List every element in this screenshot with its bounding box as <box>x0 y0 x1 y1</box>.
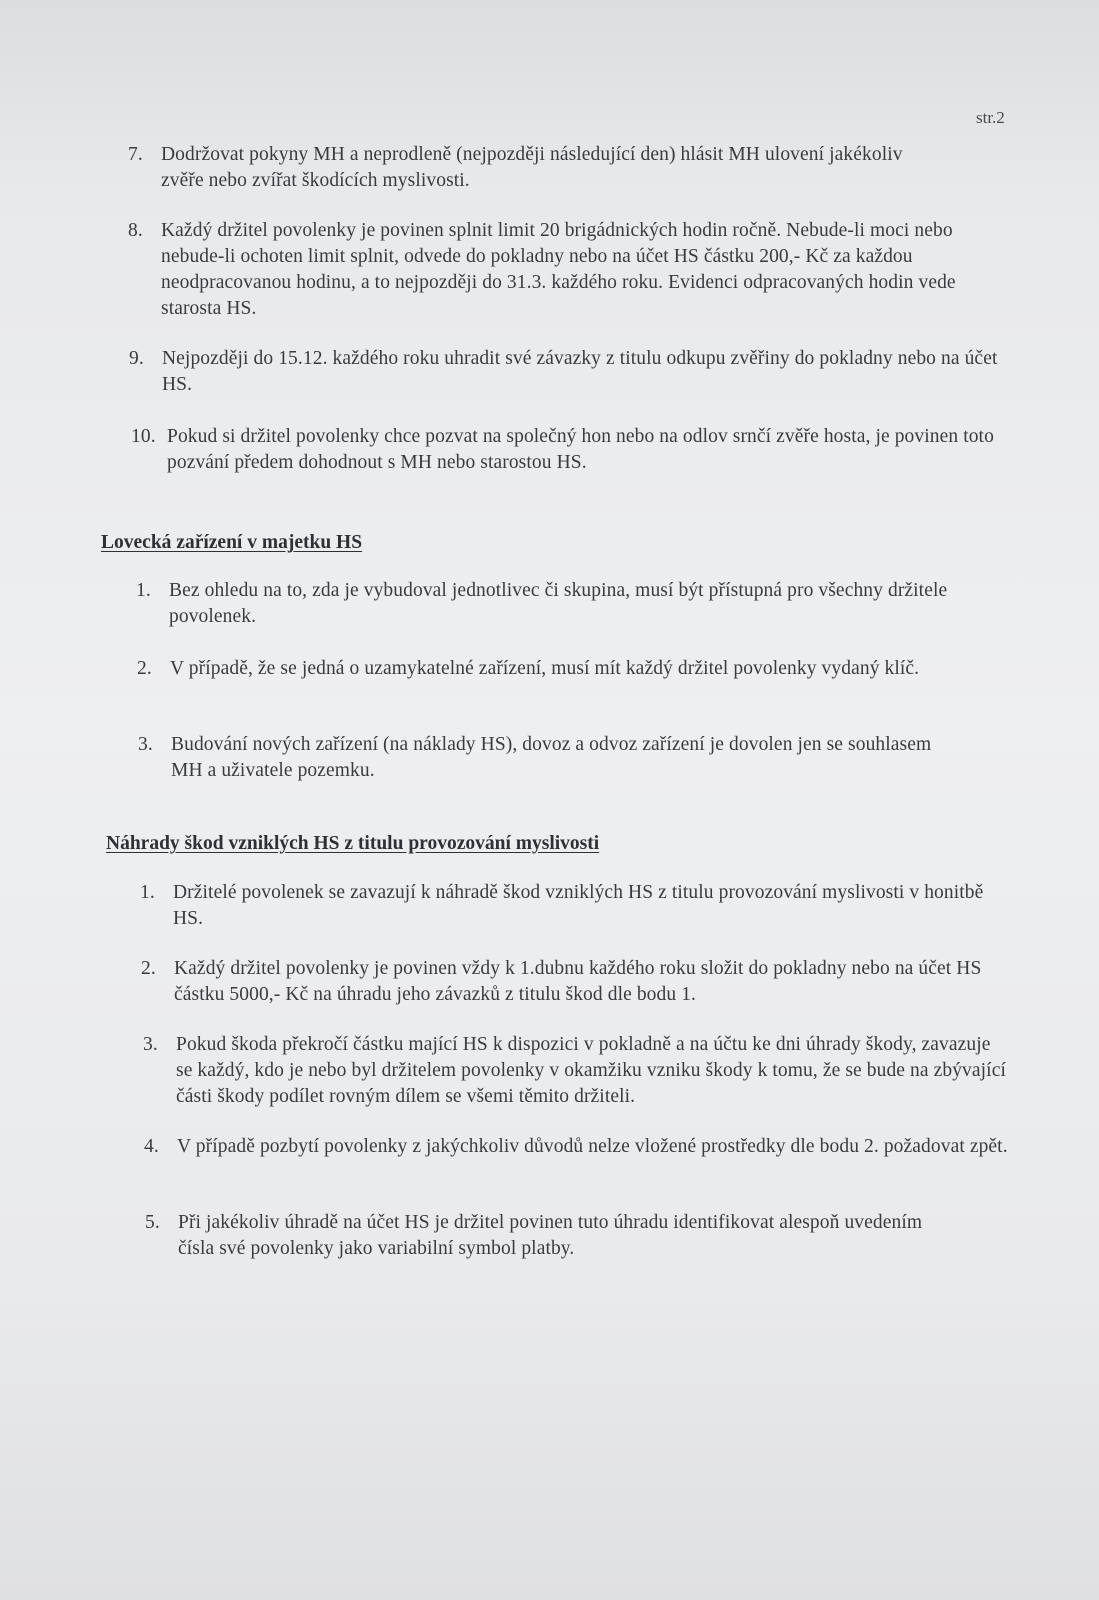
item-text: Při jakékoliv úhradě na účet HS je držitel povinen tuto úhradu identifikovat alespoň uvedením čísla své povolenky jako variabilní symbol platby. <box>178 1212 923 1259</box>
list-item <box>141 956 1003 1008</box>
list-item <box>144 1134 1010 1160</box>
list-item <box>140 880 1010 932</box>
list-item <box>145 1210 935 1262</box>
item-number: 8. <box>128 220 143 241</box>
section-heading-hunting-facilities: Lovecká zařízení v majetku HS <box>101 532 363 553</box>
list-item <box>128 142 928 194</box>
list-item <box>136 578 998 630</box>
item-text: Budování nových zařízení (na náklady HS), dovoz a odvoz zařízení je dovolen jen se souhlasem MH a uživatele pozemku. <box>171 734 932 781</box>
page-number: str.2 <box>976 108 1005 127</box>
item-number: 3. <box>143 1034 158 1055</box>
item-number: 2. <box>141 958 156 979</box>
item-number: 1. <box>140 882 155 903</box>
item-text: V případě pozbytí povolenky z jakýchkoliv důvodů nelze vložené prostředky dle bodu 2. požadovat zpět. <box>177 1136 1008 1157</box>
item-number: 5. <box>145 1212 160 1233</box>
item-number: 4. <box>144 1136 159 1157</box>
section-heading-damages: Náhrady škod vzniklých HS z titulu provozování myslivosti <box>106 833 600 854</box>
item-text: Každý držitel povolenky je povinen splnit limit 20 brigádnických hodin ročně. Nebude-li moci nebo nebude-li ochoten limit splnit, odvede do pokladny nebo na účet HS částku 200,- Kč za každou neodpracovanou hodinu, a to nejpozději do 31.3. každého roku. Evidenci odpracovaných hodin vede starosta HS. <box>161 220 956 319</box>
list-item <box>131 424 1007 476</box>
item-number: 10. <box>131 426 156 447</box>
list-item <box>138 732 938 784</box>
item-text: V případě, že se jedná o uzamykatelné zařízení, musí mít každý držitel povolenky vydaný klíč. <box>170 658 920 679</box>
item-text: Pokud si držitel povolenky chce pozvat na společný hon nebo na odlov srnčí zvěře hosta, je povinen toto pozvání předem dohodnout s MH nebo starostou HS. <box>167 426 994 473</box>
item-number: 2. <box>137 658 152 679</box>
item-text: Dodržovat pokyny MH a neprodleně (nejpozději následující den) hlásit MH ulovení jakékoliv zvěře nebo zvířat škodících myslivosti. <box>161 144 903 191</box>
item-number: 3. <box>138 734 153 755</box>
item-number: 7. <box>128 144 143 165</box>
list-item <box>129 346 1005 398</box>
item-text: Pokud škoda překročí částku mající HS k dispozici v pokladně a na účtu ke dni úhrady škody, zavazuje se každý, kdo je nebo byl držitelem povolenky v okamžiku vzniku škody k tomu, že se bude na zbývající části škody podílet rovným dílem se všemi těmito držiteli. <box>176 1034 1006 1107</box>
list-item <box>143 1032 1011 1110</box>
item-text: Každý držitel povolenky je povinen vždy k 1.dubnu každého roku složit do pokladny nebo na účet HS částku 5000,- Kč na úhradu jeho závazků z titulu škod dle bodu 1. <box>174 958 982 1005</box>
list-item <box>137 656 999 682</box>
item-number: 9. <box>129 348 144 369</box>
item-text: Držitelé povolenek se zavazují k náhradě škod vzniklých HS z titulu provozování myslivosti v honitbě HS. <box>173 882 984 929</box>
list-item <box>128 218 996 322</box>
item-text: Nejpozději do 15.12. každého roku uhradit své závazky z titulu odkupu zvěřiny do pokladny nebo na účet HS. <box>162 348 998 395</box>
item-number: 1. <box>136 580 151 601</box>
item-text: Bez ohledu na to, zda je vybudoval jednotlivec či skupina, musí být přístupná pro všechny držitele povolenek. <box>169 580 948 627</box>
